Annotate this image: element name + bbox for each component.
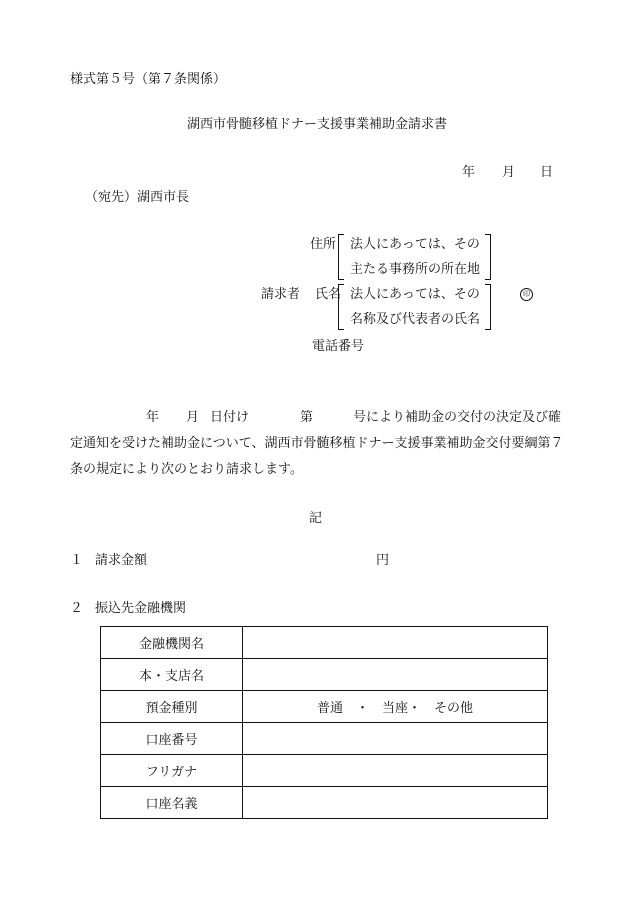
name-bracket-left: [338, 284, 344, 330]
item2-number: ２: [70, 601, 84, 616]
item2-label: 振込先金融機関: [95, 601, 187, 616]
branch-name-label: 本・支店名: [101, 659, 243, 691]
table-row: [101, 691, 548, 723]
name-note-1: 法人にあっては、その: [350, 287, 480, 302]
address-label: 住所: [310, 237, 337, 252]
table-row: [101, 755, 548, 787]
body-no: 第: [300, 410, 314, 425]
address-note-2: 主たる事務所の所在地: [350, 262, 481, 277]
date-day: 日: [540, 165, 554, 180]
date-year: 年: [462, 165, 476, 180]
table-row: [101, 787, 548, 819]
branch-name-field[interactable]: [243, 659, 548, 691]
bank-name-label: 金融機関名: [101, 627, 243, 659]
name-label: 氏名: [315, 287, 342, 302]
ki-heading: 記: [309, 511, 323, 526]
name-bracket-right: [485, 284, 491, 330]
table-row: [101, 627, 548, 659]
body-line-3: 条の規定により次のとおり請求します。: [70, 462, 303, 477]
body-month: 月: [186, 410, 200, 425]
claimant-role: 請求者: [261, 287, 301, 302]
deposit-type-options[interactable]: 普通 ・ 当座・ その他: [243, 691, 548, 723]
account-holder-field[interactable]: [243, 787, 548, 819]
seal-mark: 印: [520, 288, 533, 301]
name-note-2: 名称及び代表者の氏名: [350, 312, 481, 327]
body-year: 年: [146, 410, 160, 425]
phone-label: 電話番号: [312, 339, 365, 354]
table-row: [101, 659, 548, 691]
body-line1-rest: 号により補助金の交付の決定及び確: [353, 410, 562, 425]
deposit-type-label: 預金種別: [101, 691, 243, 723]
form-number: 様式第５号（第７条関係）: [70, 72, 227, 87]
account-number-field[interactable]: [243, 723, 548, 755]
furigana-label: フリガナ: [101, 755, 243, 787]
item1-label: 請求金額: [95, 553, 148, 568]
item1-number: １: [70, 553, 84, 568]
bank-table: [100, 626, 548, 819]
furigana-field[interactable]: [243, 755, 548, 787]
account-holder-label: 口座名義: [101, 787, 243, 819]
item1-unit: 円: [376, 553, 390, 568]
table-row: [101, 723, 548, 755]
body-dated: 日付け: [210, 410, 250, 425]
address-bracket-right: [485, 234, 491, 280]
address-note-1: 法人にあっては、その: [350, 237, 480, 252]
address-bracket-left: [338, 234, 344, 280]
bank-name-field[interactable]: [243, 627, 548, 659]
account-number-label: 口座番号: [101, 723, 243, 755]
body-line-2: 定通知を受けた補助金について、湖西市骨髄移植ドナー支援事業補助金交付要綱第７: [70, 436, 564, 451]
document-title: 湖西市骨髄移植ドナー支援事業補助金請求書: [187, 117, 448, 132]
addressee: （宛先）湖西市長: [85, 190, 190, 205]
date-month: 月: [502, 165, 516, 180]
